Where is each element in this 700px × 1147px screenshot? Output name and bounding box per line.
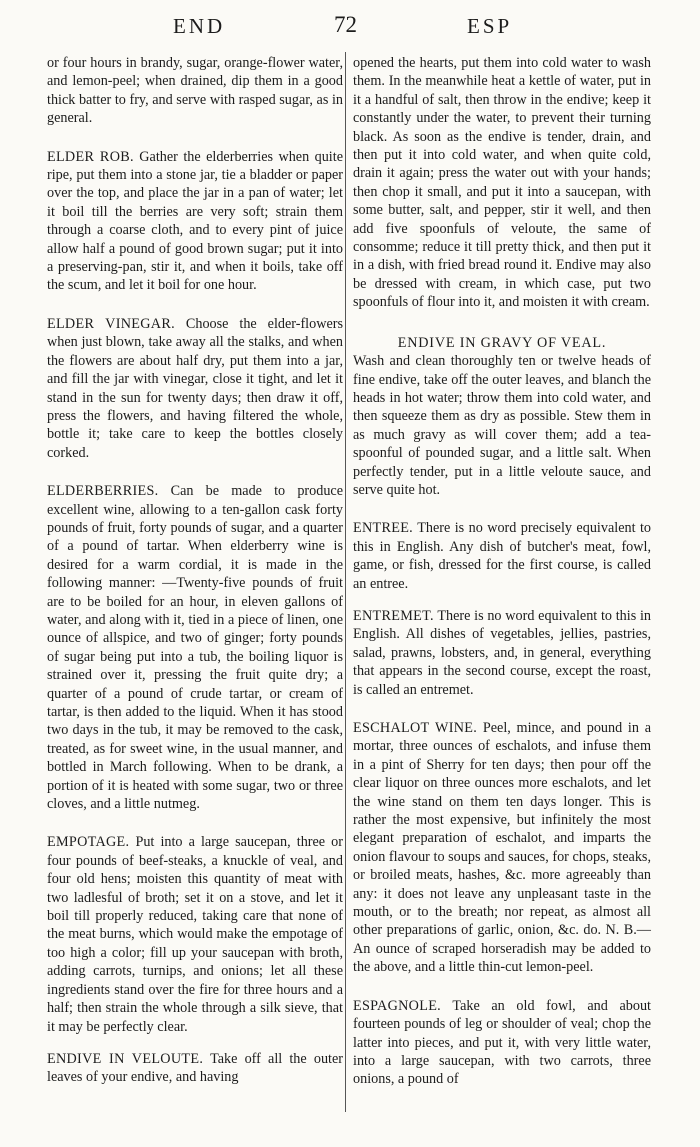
entry-text: Take an old fowl, and about fourteen pounds of leg or shoulder of veal; chop the latter into pieces, and put it, with very little water, into a large saucepan, with two carrots, three onions, a pound of bbox=[353, 997, 651, 1088]
running-header bbox=[0, 14, 700, 44]
entry-text: Put into a large saucepan, three or four pounds of beef-steaks, a knuckle of veal, and four old hens; moisten this quantity of meat with two ladlesful of broth; set it on a stove, and let it boil till properly reduced, taking care that none of the meat burns, which would make the empotage of too high a color; fill up your saucepan with broth, adding carrots, turnips, and onions; let all these ingredients stand over the fire for three hours and a half; then strain the whole through a silk sieve, that it may be perfectly clear. bbox=[47, 834, 343, 1035]
entry-text: There is no word precisely equivalent to this in English. Any dish of butcher's meat, fowl, game, or fish, dressed for the first course, is called an entree. bbox=[353, 520, 651, 592]
entry-text: Gather the elderberries when quite ripe, put them into a stone jar, tie a bladder or paper over the top, and place the jar in a pan of water; let it boil till the berries are very soft; strain them through a coarse cloth, and to every pint of juice allow half a pound of good brown sugar; put it into a preserving-pan, stir it, and when it boils, take off the scum, and let it boil for one hour. bbox=[47, 148, 343, 294]
right-column bbox=[353, 54, 651, 1103]
entry-heading: ENTREMET. bbox=[353, 607, 434, 624]
entry-heading: ELDER VINEGAR. bbox=[47, 315, 175, 332]
header-left-guide-word: END bbox=[173, 14, 226, 38]
entry-heading-centered: ENDIVE IN GRAVY OF VEAL. bbox=[397, 334, 607, 351]
entry-continuation bbox=[353, 54, 651, 312]
entry-elder-vinegar bbox=[47, 315, 343, 462]
page-number: 72 bbox=[334, 12, 357, 37]
entry-continuation bbox=[47, 54, 343, 128]
entry-endive-in-veloute bbox=[47, 1050, 343, 1087]
entry-empotage bbox=[47, 833, 343, 1035]
entry-heading: ELDERBERRIES. bbox=[47, 483, 159, 500]
entry-eschalot-wine bbox=[353, 719, 651, 977]
entry-heading: ENTREE. bbox=[353, 520, 414, 537]
entry-heading: ESCHALOT WINE. bbox=[353, 720, 478, 736]
entry-heading: ELDER ROB. bbox=[47, 148, 134, 165]
column-divider bbox=[345, 52, 346, 1112]
entry-text: Take off all the outer leaves of your endive, and having bbox=[47, 1050, 343, 1086]
entry-text: Wash and clean thoroughly ten or twelve heads of fine endive, take off the outer leaves, and blanch the heads in hot water; throw them into cold water, and then squeeze them as dry as possible. Stew them in as much gravy as will cover them; add a tea-spoonful of pounded sugar, and a little salt. When perfectly tender, put in a little veloute sauce, and serve quite hot. bbox=[353, 353, 651, 498]
entry-heading: ESPAGNOLE. bbox=[353, 997, 442, 1014]
entry-heading: EMPOTAGE. bbox=[47, 834, 130, 851]
header-right-guide-word: ESP bbox=[467, 14, 513, 38]
entry-entree bbox=[353, 519, 651, 593]
entry-text: or four hours in brandy, sugar, orange-flower water, and lemon-peel; when drained, dip them in a good thick batter to fry, and serve with rasped sugar, as in general. bbox=[47, 55, 343, 127]
entry-elderberries bbox=[47, 482, 343, 813]
entry-text: Peel, mince, and pound in a mortar, three ounces of eschalots, and infuse them in a pint of Sherry for ten days; then pour off the clear liquor on three ounces more eschalots, and let the wine stand on them ten days longer. This is rather the most expensive, but infinitely the most elegant preparation of eschalot, and imparts the onion flavour to soups and sauces, for chops, steaks, or broiled meats, hashes, &c. more agreeably than any: it does not leave any unpleasant taste in the mouth, or to the breath; nor repeat, as almost all other preparations of garlic, onion, &c. do. N. B.—An ounce of scraped horseradish may be added to the above, and a little thin-cut lemon-peel. bbox=[353, 720, 651, 976]
entry-text: There is no word equivalent to this in English. All dishes of vegetables, jellies, pastries, salad, prawns, lobsters, and, in general, everything that appears in the second course, except the roast, is called an entremet. bbox=[353, 607, 651, 698]
entry-heading: ENDIVE IN VELOUTE. bbox=[47, 1050, 204, 1067]
left-column bbox=[47, 54, 343, 1101]
entry-endive-in-gravy-of-veal bbox=[353, 352, 651, 499]
entry-text: Can be made to produce excellent wine, allowing to a ten-gallon cask forty pounds of fruit, forty pounds of sugar, and a quarter of a pound of tartar. When elderberry wine is desired for a warm cordial, it is made in the following manner: —Twenty-five pounds of fruit are to be boiled for an hour, in eleven gallons of water, and along with it, tied in a piece of linen, one ounce of allspice, and two of ginger; forty pounds of sugar being put into a tub, the boiling liquor is strained over it, pressing the fruit quite dry; a quarter of a pound of crude tartar, or cream of tartar, is then added to the liquid. When it has stood two days in the tub, it may be removed to the cask, treated, as for sweet wine, in the usual manner, and bottled in March following. When to be drank, a portion of it is heated with some sugar, two or three cloves, and a little nutmeg. bbox=[47, 483, 344, 813]
entry-text: opened the hearts, put them into cold water to wash them. In the meanwhile heat a kettle of water, put in it a handful of salt, then throw in the endive; keep it constantly under the water, to prevent their turning black. As soon as the endive is tender, drain, and then put it into cold water, and when quite cold, drain it again; press the water out with your hands; then chop it small, and put it into a saucepan, with some butter, salt, and pepper, stir it well, and then add five spoonfuls of veloute, the same of consomme; reduce it till pretty thick, and then put it in a dish, with fried bread round it. Endive may also be dressed with cream, in which case, put two spoonfuls of flour into it, and moisten it with cream. bbox=[353, 55, 651, 311]
entry-entremet bbox=[353, 607, 651, 699]
entry-elder-rob bbox=[47, 148, 343, 295]
entry-espagnole bbox=[353, 997, 651, 1089]
entry-text: Choose the elder-flowers when just blown, take away all the stalks, and when the flowers are about half dry, put them into a jar, and fill the jar with vinegar, close it tight, and let it stand in the sun for twenty days; then draw it off, press the flowers, and having filtered the whole, bottle it; take care to keep the bottles closely corked. bbox=[47, 315, 343, 461]
